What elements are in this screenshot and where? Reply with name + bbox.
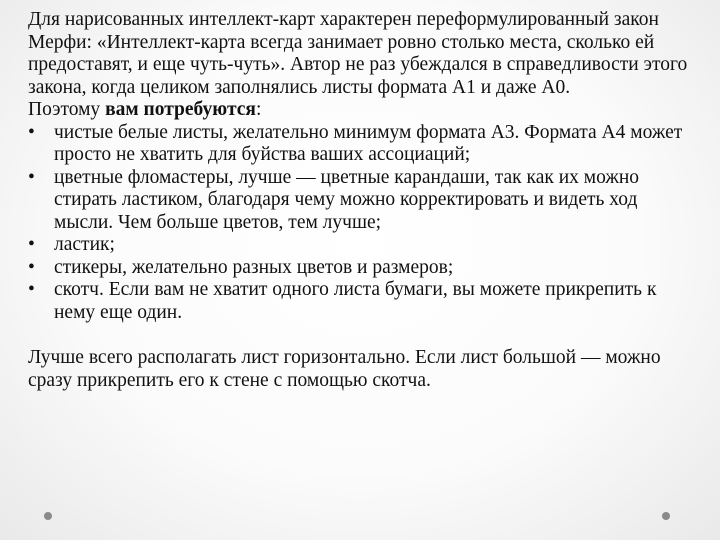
intro-paragraph: Для нарисованных интеллект-карт характерен переформулированный закон Мерфи: «Интеллект-карта всегда занимает ровно столько места, сколько ей предоставят, и еще чуть-чуть». Автор не раз убеждался в справедливости этого закона, когда целиком заполнялись листы формата А1 и даже А0. [28, 9, 688, 98]
list-item [28, 122, 698, 167]
list-item-text: цветные фломастеры, лучше — цветные карандаши, так как их можно стирать ластиком, благодаря чему можно корректировать и видеть ход мысли. Чем больше цветов, тем лучше; [54, 166, 640, 233]
list-item-text: стикеры, желательно разных цветов и размеров; [54, 256, 454, 278]
decorative-dot-left-icon [44, 512, 52, 520]
bullet-icon: • [28, 279, 35, 300]
paragraph-spacer [28, 324, 698, 347]
closing-paragraph: Лучше всего располагать лист горизонтально. Если лист большой — можно сразу прикрепить его к стене с помощью скотча. [28, 347, 661, 391]
bullet-icon: • [28, 121, 35, 143]
requirements-prefix: Поэтому [28, 99, 106, 120]
list-item [28, 234, 698, 257]
list-item-text: ластик; [54, 234, 115, 255]
requirements-bold: вам потребуются [105, 99, 256, 120]
requirements-list [28, 122, 698, 325]
list-item-text: чистые белые листы, желательно минимум формата А3. Формата А4 может просто не хватить для буйства ваших ассоциаций; [54, 121, 683, 165]
list-item-text: скотч. Если вам не хватит одного листа бумаги, вы можете прикрепить к нему еще один. [54, 279, 657, 323]
list-item [28, 167, 698, 235]
slide-content [28, 9, 698, 392]
bullet-icon: • [28, 234, 35, 255]
list-item [28, 279, 698, 324]
requirements-heading [28, 99, 698, 122]
decorative-dot-right-icon [662, 512, 670, 520]
bullet-icon: • [28, 256, 35, 278]
list-item [28, 257, 698, 280]
requirements-suffix: : [255, 99, 262, 120]
bullet-icon: • [28, 166, 35, 188]
